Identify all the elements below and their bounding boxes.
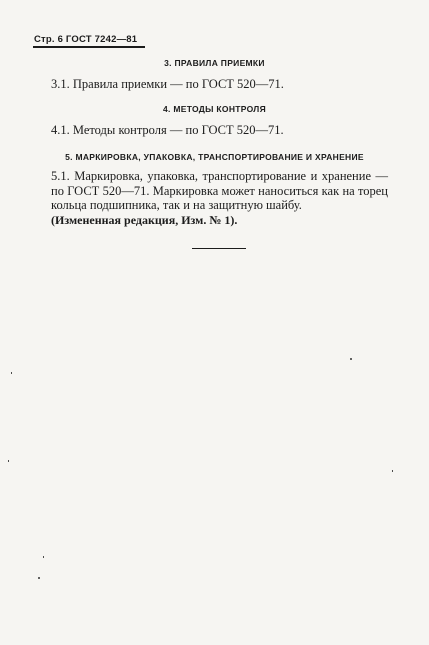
section-5-heading: 5. МАРКИРОВКА, УПАКОВКА, ТРАНСПОРТИРОВАНИЕ И ХРАНЕНИЕ bbox=[65, 152, 364, 162]
page-header: Стр. 6 ГОСТ 7242—81 bbox=[34, 34, 138, 45]
scan-speck bbox=[11, 372, 12, 374]
section-3-heading: 3. ПРАВИЛА ПРИЕМКИ bbox=[164, 58, 265, 68]
end-divider bbox=[192, 248, 246, 249]
scan-speck bbox=[38, 577, 40, 579]
section-4-paragraph: 4.1. Методы контроля — по ГОСТ 520—71. bbox=[51, 123, 284, 137]
section-5-body bbox=[34, 169, 388, 227]
scan-speck bbox=[350, 358, 352, 360]
section-5-paragraph: 5.1. Маркировка, упаковка, транспортирование и хранение — по ГОСТ 520—71. Маркировка может наноситься как на торец кольца подшипника, так и на защитную шайбу. bbox=[51, 169, 388, 212]
amendment-note: (Измененная редакция, Изм. № 1). bbox=[51, 212, 238, 227]
scan-speck bbox=[392, 470, 393, 472]
scan-speck bbox=[43, 556, 44, 558]
header-underline bbox=[33, 46, 145, 48]
section-4-heading: 4. МЕТОДЫ КОНТРОЛЯ bbox=[163, 104, 266, 114]
scan-speck bbox=[8, 460, 9, 462]
section-3-paragraph: 3.1. Правила приемки — по ГОСТ 520—71. bbox=[51, 77, 284, 91]
